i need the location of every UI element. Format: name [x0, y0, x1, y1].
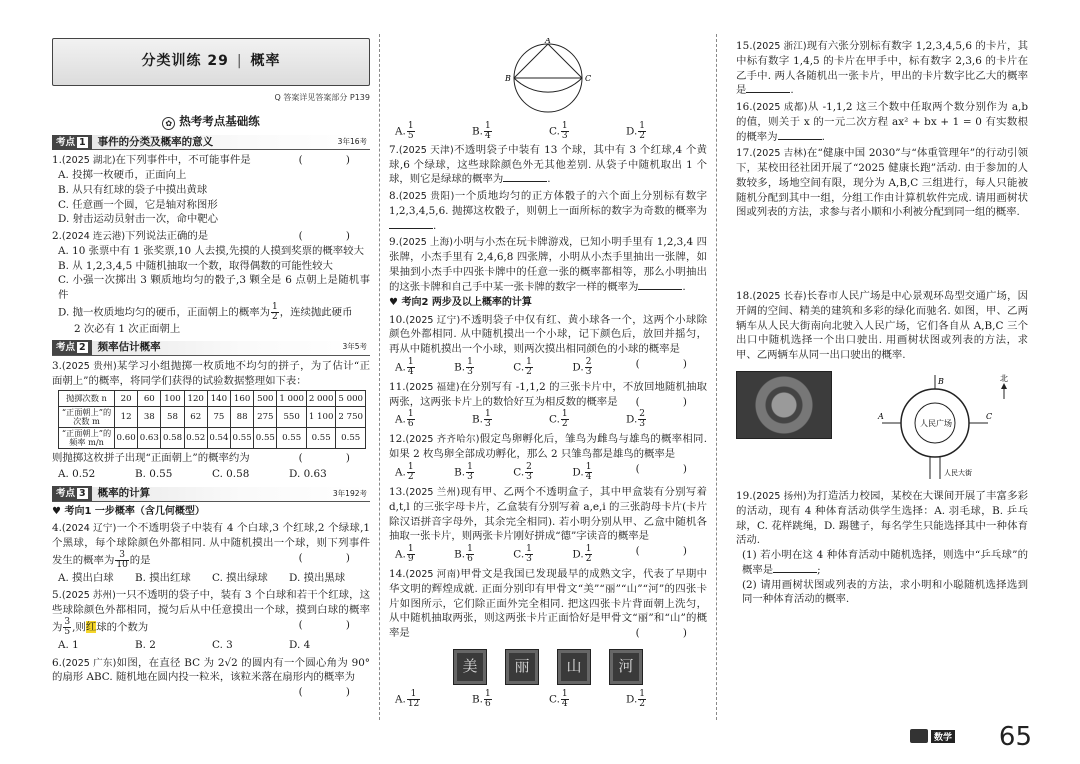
plaza-photo — [736, 371, 832, 439]
table-cell: 0.58 — [161, 428, 184, 449]
page-number: 65 — [998, 722, 1032, 752]
svg-text:B: B — [938, 377, 944, 387]
table-cell: 0.52 — [184, 428, 207, 449]
question-6-options: A. $\frac{1}{5}$ B. $\frac{1}{4}$ C. $\frac{1}{3}$ D. $\frac{1}{2}$ — [395, 120, 645, 141]
column-divider — [379, 34, 380, 720]
table-cell: 5 000 — [336, 391, 366, 407]
topic-name: 频率估计概率 — [97, 341, 161, 354]
title-subject: 概率 — [250, 53, 281, 70]
title-text: 分类训练 29 — [141, 53, 229, 70]
svg-text:北: 北 — [1000, 374, 1008, 384]
table-cell: 0.63 — [138, 428, 161, 449]
question-6: 6.(2025 广东)如图，在直径 BC 为 2√2 的圆内有一个圆心角为 90° 的扇形 ABC. 随机地在圆内投一粒米，该粒米落在扇形内的概率为 ( ) — [52, 656, 370, 699]
frequency-table: 抛掷次数 n 20 60 100 120 140 160 500 1 000 2 000 5 000 “正面朝上”的次数 m 12 38 58 62 75 88 275 550 1 100 2 750 “正面朝上”的频率 m/n 0.60 0.63 0.58 0.52 0.54 0.55 0.55 0.55 0.55 0.55 — [58, 390, 366, 449]
topic-name: 事件的分类及概率的意义 — [97, 135, 214, 148]
publisher-logo: 数学 — [910, 728, 984, 744]
option: C. 任意画一个圆，它是轴对称图形 — [58, 198, 218, 211]
title-separator: | — [236, 53, 243, 70]
table-cell: 0.55 — [231, 428, 254, 449]
plaza-figures — [736, 371, 1028, 483]
section-title — [52, 38, 370, 86]
table-cell: 160 — [231, 391, 254, 407]
column-right — [736, 38, 1028, 609]
answer-blank[interactable] — [638, 289, 682, 290]
rosette-icon: ✿ — [162, 117, 175, 130]
table-cell: 20 — [115, 391, 138, 407]
answer-blank[interactable] — [389, 228, 433, 229]
option: B. 从 1,2,3,4,5 中随机抽取一个数，取得偶数的可能性较大 — [58, 259, 333, 272]
question-13: 13.(2025 兰州)现有甲、乙两个不透明盒子，其中甲盒装有分别写着 d,t,l 的三张字母卡片，乙盒装有分别写着 a,e,i 的三张韵母卡片(卡片除汉语拼音字母外，其余完全相同). 若小明分别从甲、乙盒中随机各抽取一张卡片，则两张卡片刚好拼成“德”字读音的概率是 ( ) A. $\frac{1}{9}$ B. $\frac{1}{6}$ C. $\frac{1}{3}$ D. $\frac{1}{2}$ — [389, 485, 708, 565]
table-cell: 0.54 — [207, 428, 230, 449]
table-cell: 62 — [184, 407, 207, 428]
question-7: 7.(2025 天津)不透明袋子中装有 13 个球，其中有 3 个红球,4 个黄球,6 个绿球，这些球除颜色外无其他差别. 从袋子中随机取出 1 个球，则它是绿球的概率为 . — [389, 143, 707, 186]
plaza-map — [850, 371, 1020, 483]
options: A. $\frac{1}{4}$ B. $\frac{1}{3}$ C. $\frac{1}{2}$ D. $\frac{2}{3}$ — [395, 356, 592, 377]
column-left — [52, 38, 370, 700]
table-cell: 58 — [161, 407, 184, 428]
table-cell: 120 — [184, 391, 207, 407]
question-16: 16.(2025 成都)从 -1,1,2 这三个数中任取两个数分别作为 a,b 的值，则关于 x 的一元二次方程 ax² + bx + 1 = 0 有实数根的概率为 . — [736, 101, 1029, 143]
question-9: 9.(2025 上海)小明与小杰在玩卡牌游戏，已知小明手里有 1,2,3,4 四张牌，小杰手里有 2,4,6,8 四张牌，小明从小杰手里抽出一张牌，如果抽到小杰手中四张卡牌中的任意一张的概率都相等，那么小明抽出的这张卡牌和自己手中某一张卡牌的数字一样的概率为 . — [389, 236, 707, 293]
column-divider — [716, 34, 717, 720]
table-cell: 500 — [254, 391, 277, 407]
table-cell: 12 — [115, 407, 138, 428]
oracle-card-mei: 美 — [453, 649, 487, 685]
table-cell: 1 100 — [306, 407, 336, 428]
question-15: 15.(2025 浙江)现有六张分别标有数字 1,2,3,4,5,6 的卡片，其中标有数字 1,4,5 的卡片在甲手中，标有数字 2,3,6 的卡片在乙手中. 两人各随机出一张卡片，甲出的卡片数字比乙大的概率是 . — [736, 40, 1028, 97]
hot-topic-heading: ✿ 热考考点基础练 — [52, 113, 370, 130]
option: C. 小强一次掷出 3 颗质地均匀的骰子,3 颗全是 6 点朝上是随机事件 — [58, 274, 370, 302]
answer-blank[interactable] — [503, 181, 547, 182]
oracle-card-li: 丽 — [505, 649, 539, 685]
answer-blank[interactable] — [773, 572, 817, 573]
options: A. $\frac{1}{6}$ B. $\frac{1}{3}$ C. $\frac{1}{2}$ D. $\frac{2}{3}$ — [395, 409, 645, 430]
table-cell: 88 — [231, 407, 254, 428]
table-cell: 2 000 — [306, 391, 336, 407]
svg-text:A: A — [878, 412, 884, 422]
table-cell: 275 — [254, 407, 277, 428]
option: D. 射击运动员射击一次，命中靶心 — [58, 213, 219, 226]
topic-stat: 3年192考 — [332, 488, 367, 498]
question-11: 11.(2025 福建)在分别写有 -1,1,2 的三张卡片中，不放回地随机抽取两张，这两张卡片上的数恰好互为相反数的概率是 ( ) A. $\frac{1}{6}$ B. $\frac{1}{3}$ C. $\frac{1}{2}$ D. $\frac{2}{3}$ — [389, 380, 707, 430]
option: A. 投掷一枚硬币，正面向上 — [58, 169, 187, 182]
svg-text:C: C — [585, 74, 592, 83]
question-4: 4.(2024 辽宁)一个不透明袋子中装有 4 个白球,3 个红球,2 个绿球,1 个黑球，每个球除颜色外都相同. 从中随机摸出一个球，则下列事件发生的概率为 $\frac{3}{10}$ 的是 ( ) A. 摸出白球 B. 摸出红球 C. 摸出绿球 D. 摸出黑球 — [52, 522, 371, 584]
answer-blank[interactable] — [746, 92, 790, 93]
option: D. 抛一枚质地均匀的硬币，正面朝上的概率为 $\frac{1}{2}$ ，连续抛此硬币 — [58, 302, 353, 323]
answer-blank[interactable] — [778, 139, 822, 140]
topic-bar-3 — [52, 487, 370, 502]
table-cell: 2 750 — [336, 407, 366, 428]
sub-question-1: (1) 若小明在这 4 种体育活动中随机选择，则选中“乒乓球”的概率是 ; — [742, 549, 1028, 576]
table-cell: 0.55 — [306, 428, 336, 449]
table-cell: 0.55 — [336, 428, 366, 449]
question-5: 5.(2025 苏州)一只不透明的袋子中，装有 3 个白球和若干个红球，这些球除颜色外都相同，搅匀后从中任意摸出一个球，摸到白球的概率为 $\frac{3}{5}$ ,则红球的个数为 ( ) A. 1 B. 2 C. 3 D. 4 — [52, 589, 371, 651]
table-cell: 1 000 — [277, 391, 307, 407]
topic-bar-2 — [52, 341, 370, 356]
oracle-card-he: 河 — [609, 649, 643, 685]
answer-reference: Q 答案详见答案部分 P139 — [274, 93, 370, 102]
question-3: 3.(2025 贵州)某学习小组抛掷一枚质地不均匀的拼子，为了估计“正面朝上”的概率，将同学们获得的试验数据整理如下表： 抛掷次数 n 20 60 100 120 140 160 500 1 000 2 000 5 000 “正面朝上”的次数 m 12 38 58 62 75 88 275 550 1 100 2 750 “正面朝上”的频率 m/n 0.60 0.63 0.58 0.52 0.54 0.55 0.55 0.55 0.55 0.55 则抛掷这枚拼子出现“正面朝上”的概率约为 ( ) A. 0.52 B. 0.55 C. 0.58 D. 0.63 — [52, 359, 371, 481]
table-cell: 0.60 — [115, 428, 138, 449]
direction-heading-2: ♥ 考向2 两步及以上概率的计算 — [389, 297, 532, 309]
question-8: 8.(2025 贵阳)一个质地均匀的正方体骰子的六个面上分别标有数字 1,2,3,4,5,6. 抛掷这枚骰子，则朝上一面所标的数字为奇数的概率为. — [389, 190, 708, 232]
question-10: 10.(2025 辽宁)不透明袋子中仅有红、黄小球各一个，这两个小球除颜色外都相同. 从中随机摸出一个小球，记下颜色后，放回并摇匀，再从中随机摸出一个小球，则两次摸出相同颜色的小球的概率是 ( ) A. $\frac{1}{4}$ B. $\frac{1}{3}$ C. $\frac{1}{2}$ D. $\frac{2}{3}$ — [389, 313, 708, 377]
table-cell: 60 — [138, 391, 161, 407]
topic-bar-1 — [52, 135, 370, 150]
answer-space[interactable] — [736, 222, 1028, 288]
svg-text:人民大街: 人民大街 — [944, 469, 972, 478]
highlight-mark: 红 — [85, 621, 97, 634]
topic-tag: 考点 2 — [52, 340, 92, 355]
svg-text:人民广场: 人民广场 — [920, 419, 952, 429]
table-cell: 0.55 — [254, 428, 277, 449]
question-2: 2.(2024 连云港)下列说法正确的是 ( ) A. 10 张票中有 1 张奖票,10 人去摸,先摸的人摸到奖票的概率较大 B. 从 1,2,3,4,5 中随机抽取一个数，取得偶数的可能性较大 C. 小强一次掷出 3 颗质地均匀的骰子,3 颗全是 6 点朝上是随机事件 D. 抛一枚质地均匀的硬币，正面朝上的概率为 $\frac{1}{2}$ ，连续抛此硬币 2 次必有 1 次正面朝上 — [52, 230, 370, 336]
table-cell: 75 — [207, 407, 230, 428]
svg-text:B: B — [505, 74, 511, 83]
circle-sector-figure — [389, 38, 707, 116]
direction-heading-1: ♥ 考向1 一步概率（含几何概型） — [52, 505, 205, 517]
table-cell: 550 — [277, 407, 307, 428]
topic-stat: 3年5考 — [342, 342, 367, 352]
column-middle — [389, 38, 707, 712]
options: A. $\frac{1}{9}$ B. $\frac{1}{6}$ C. $\frac{1}{3}$ D. $\frac{1}{2}$ — [395, 544, 592, 565]
question-19: 19.(2025 扬州)为打造活力校园，某校在大课间开展了丰富多彩的活动，现有 4 种体育活动供学生选择：A. 羽毛球，B. 乒乓球，C. 花样跳绳，D. 踢毽子，每名学生只能选择其中一种体育活动. (1) 若小明在这 4 种体育活动中随机选择，则选中“乒乓球”的概率是 ; (2) 请用画树状图或列表的方法，求小明和小聪随机选择选到同一种体育活动的概率. — [736, 490, 1029, 606]
table-cell: 140 — [207, 391, 230, 407]
topic-stat: 3年16考 — [337, 137, 367, 147]
question-17: 17.(2025 吉林)在“健康中国 2030”与“体重管理年”的行动引领下，某校田径社团开展了“2025 健康长跑”活动. 由于参加的人数较多，场地空间有限，现分为 A,B,C 三组进行，每人只能被随机分配到其中一组，分组工作由计算机软件完成. 请用画树状图或列表的方法，求参与者小顺和小利被分配到同一组的概率. — [736, 147, 1028, 219]
question-12: 12.(2025 齐齐哈尔)假定鸟卵孵化后，雏鸟为雌鸟与雄鸟的概率相同. 如果 2 枚鸟卵全部成功孵化，那么 2 只雏鸟都是雄鸟的概率是 ( ) A. $\frac{1}{2}$ B. $\frac{1}{3}$ C. $\frac{2}{3}$ D. $\frac{1}{4}$ — [389, 433, 708, 482]
option: A. 10 张票中有 1 张奖票,10 人去摸,先摸的人摸到奖票的概率较大 — [58, 244, 364, 257]
question-18: 18.(2025 长春)长春市人民广场是中心景观环岛型交通广场，因开阔的空间、精美的建筑和多彩的绿化而驰名. 如图，甲、乙两辆车从人民大街南向北驶入人民广场，它们各自从 A,B,C 三个出口中随机选择一个出口驶出. 用画树状图或列表的方法，求甲、乙两辆车从同一出口驶出的概率. 人民广场 A B C 人民大街 北 — [736, 289, 1028, 483]
question-1: 1.(2025 湖北)在下列事件中，不可能事件是 ( ) A. 投掷一枚硬币，正面向上 B. 从只有红球的袋子中摸出黄球 C. 任意画一个圆，它是轴对称图形 D. 射击运动员射击一次，命中靶心 — [52, 154, 370, 226]
topic-name: 概率的计算 — [97, 487, 151, 500]
options: A. $\frac{1}{12}$ B. $\frac{1}{6}$ C. $\frac{1}{4}$ D. $\frac{1}{2}$ — [395, 688, 645, 709]
logo-icon — [910, 729, 928, 743]
table-cell: 0.55 — [277, 428, 307, 449]
svg-text:C: C — [986, 412, 993, 422]
topic-tag: 考点 1 — [52, 135, 92, 150]
sub-question-2: (2) 请用画树状图或列表的方法，求小明和小聪随机选择选到同一种体育活动的概率. — [742, 578, 1028, 606]
question-14: 14.(2025 河南)甲骨文是我国已发现最早的成熟文字，代表了早期中华文明的辉煌成就. 正面分别印有甲骨文“美”“丽”“山”“河”的四张卡片如图所示，它们除正面外完全相同. 把这四张卡片背面朝上洗匀，从中随机抽取两张，则这两张卡片正面恰好是甲骨文“丽”和“山”的概率是 ( ) 美 丽 山 河 A. $\frac{1}{12}$ B. $\frac{1}{6}$ C. $\frac{1}{4}$ D. $\frac{1}{2}$ — [389, 568, 708, 709]
option: B. 从只有红球的袋子中摸出黄球 — [58, 183, 208, 196]
option-continued: 2 次必有 1 次正面朝上 — [74, 323, 181, 336]
table-cell: 100 — [161, 391, 184, 407]
topic-tag: 考点 3 — [52, 486, 92, 501]
svg-text:A: A — [545, 38, 551, 45]
table-cell: 38 — [138, 407, 161, 428]
options: A. $\frac{1}{2}$ B. $\frac{1}{3}$ C. $\frac{2}{3}$ D. $\frac{1}{4}$ — [395, 461, 592, 482]
oracle-bone-cards — [389, 649, 707, 685]
oracle-card-shan: 山 — [557, 649, 591, 685]
